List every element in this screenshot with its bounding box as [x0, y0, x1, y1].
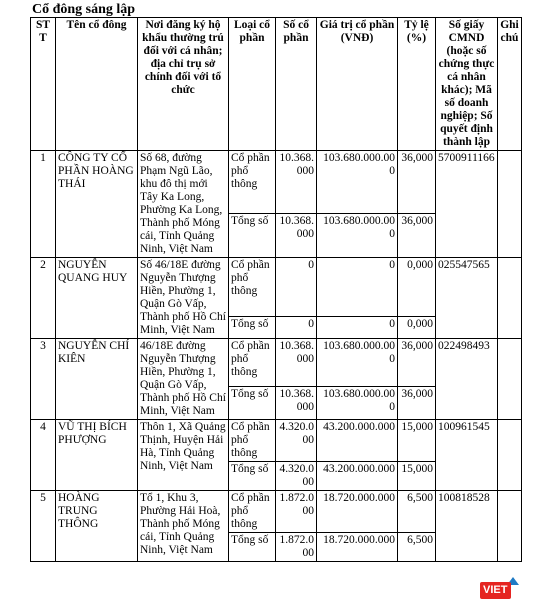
- ratio-cell: 0,000: [398, 258, 436, 317]
- table-row: [31, 258, 522, 317]
- share-value-cell: 103.680.000.000: [317, 339, 398, 387]
- ratio-cell: 0,000: [398, 316, 436, 338]
- ratio-cell: 6,500: [398, 491, 436, 533]
- ratio-cell: 15,000: [398, 462, 436, 491]
- note-cell: [498, 258, 522, 339]
- header-address: Nơi đăng ký hộ khẩu thường trú đối với cá nhân; địa chỉ trụ sở chính đối với tổ chức: [138, 18, 229, 151]
- share-type-cell: Tổng số: [229, 214, 276, 258]
- shareholder-name: NGUYỄN QUANG HUY: [56, 258, 138, 339]
- share-count-cell: 4.320.000: [276, 420, 317, 462]
- section-title: Cổ đông sáng lập: [32, 2, 136, 17]
- share-value-cell: 0: [317, 258, 398, 317]
- share-type-cell: Tổng số: [229, 533, 276, 562]
- note-cell: [498, 339, 522, 420]
- ratio-cell: 15,000: [398, 420, 436, 462]
- shareholder-address: Số 68, đường Phạm Ngũ Lão, khu đô thị mới Tây Ka Long, Phường Ka Long, Thành phố Móng cái, Tỉnh Quảng Ninh, Việt Nam: [138, 151, 229, 258]
- share-count-cell: 4.320.000: [276, 462, 317, 491]
- share-type-cell: Tổng số: [229, 386, 276, 419]
- table-row: [31, 420, 522, 462]
- id-number-cell: 022498493: [436, 339, 498, 420]
- share-value-cell: 18.720.000.000: [317, 533, 398, 562]
- share-count-cell: 0: [276, 316, 317, 338]
- share-type-cell: Cổ phần phổ thông: [229, 420, 276, 462]
- stt-cell: 2: [31, 258, 56, 339]
- share-count-cell: 10.368.000: [276, 339, 317, 387]
- header-name: Tên cổ đông: [56, 18, 138, 151]
- shareholder-address: Thôn 1, Xã Quảng Thịnh, Huyện Hải Hà, Tỉnh Quảng Ninh, Việt Nam: [138, 420, 229, 491]
- stt-cell: 4: [31, 420, 56, 491]
- share-count-cell: 10.368.000: [276, 386, 317, 419]
- ratio-cell: 36,000: [398, 214, 436, 258]
- share-value-cell: 18.720.000.000: [317, 491, 398, 533]
- shareholder-table: [30, 17, 522, 562]
- share-value-cell: 0: [317, 316, 398, 338]
- share-value-cell: 43.200.000.000: [317, 420, 398, 462]
- share-count-cell: 10.368.000: [276, 151, 317, 214]
- share-type-cell: Cổ phần phổ thông: [229, 339, 276, 387]
- watermark-logo: VIET: [480, 582, 511, 599]
- header-note: Ghi chú: [498, 18, 522, 151]
- share-value-cell: 103.680.000.000: [317, 151, 398, 214]
- share-type-cell: Cổ phần phổ thông: [229, 151, 276, 214]
- header-id-number: Số giấy CMND (hoặc số chứng thực cá nhân khác); Mã số doanh nghiệp; Số quyết định thành lập: [436, 18, 498, 151]
- share-type-cell: Cổ phần phổ thông: [229, 491, 276, 533]
- table-row: [31, 491, 522, 533]
- share-value-cell: 43.200.000.000: [317, 462, 398, 491]
- header-share-value: Giá trị cổ phần (VNĐ): [317, 18, 398, 151]
- shareholder-name: HOÀNG TRUNG THÔNG: [56, 491, 138, 562]
- id-number-cell: 5700911166: [436, 151, 498, 258]
- ratio-cell: 36,000: [398, 151, 436, 214]
- share-type-cell: Tổng số: [229, 462, 276, 491]
- shareholder-address: Tổ 1, Khu 3, Phường Hải Hoà, Thành phố Móng cái, Tỉnh Quảng Ninh, Việt Nam: [138, 491, 229, 562]
- table-body: [31, 151, 522, 562]
- share-type-cell: Cổ phần phổ thông: [229, 258, 276, 317]
- header-share-count: Số cổ phần: [276, 18, 317, 151]
- share-value-cell: 103.680.000.000: [317, 214, 398, 258]
- id-number-cell: 100818528: [436, 491, 498, 562]
- shareholder-address: Số 46/18E đường Nguyễn Thượng Hiền, Phường 1, Quận Gò Vấp, Thành phố Hồ Chí Minh, Việt Nam: [138, 258, 229, 339]
- header-row: [31, 18, 522, 151]
- stt-cell: 5: [31, 491, 56, 562]
- ratio-cell: 6,500: [398, 533, 436, 562]
- table-row: [31, 151, 522, 214]
- share-count-cell: 10.368.000: [276, 214, 317, 258]
- table-row: [31, 339, 522, 387]
- share-count-cell: 1.872.000: [276, 491, 317, 533]
- header-ratio: Tỷ lệ (%): [398, 18, 436, 151]
- shareholder-name: NGUYỄN CHÍ KIÊN: [56, 339, 138, 420]
- stt-cell: 1: [31, 151, 56, 258]
- share-count-cell: 0: [276, 258, 317, 317]
- ratio-cell: 36,000: [398, 339, 436, 387]
- ratio-cell: 36,000: [398, 386, 436, 419]
- share-count-cell: 1.872.000: [276, 533, 317, 562]
- id-number-cell: 025547565: [436, 258, 498, 339]
- shareholder-address: 46/18E đường Nguyễn Thượng Hiền, Phường 1, Quận Gò Vấp, Thành phố Hồ Chí Minh, Việt Nam: [138, 339, 229, 420]
- note-cell: [498, 151, 522, 258]
- note-cell: [498, 491, 522, 562]
- header-share-type: Loại cổ phần: [229, 18, 276, 151]
- share-type-cell: Tổng số: [229, 316, 276, 338]
- id-number-cell: 100961545: [436, 420, 498, 491]
- note-cell: [498, 420, 522, 491]
- header-stt: STT: [31, 18, 56, 151]
- share-value-cell: 103.680.000.000: [317, 386, 398, 419]
- shareholder-name: VŨ THỊ BÍCH PHƯỢNG: [56, 420, 138, 491]
- stt-cell: 3: [31, 339, 56, 420]
- shareholder-name: CÔNG TY CỔ PHẦN HOÀNG THÁI: [56, 151, 138, 258]
